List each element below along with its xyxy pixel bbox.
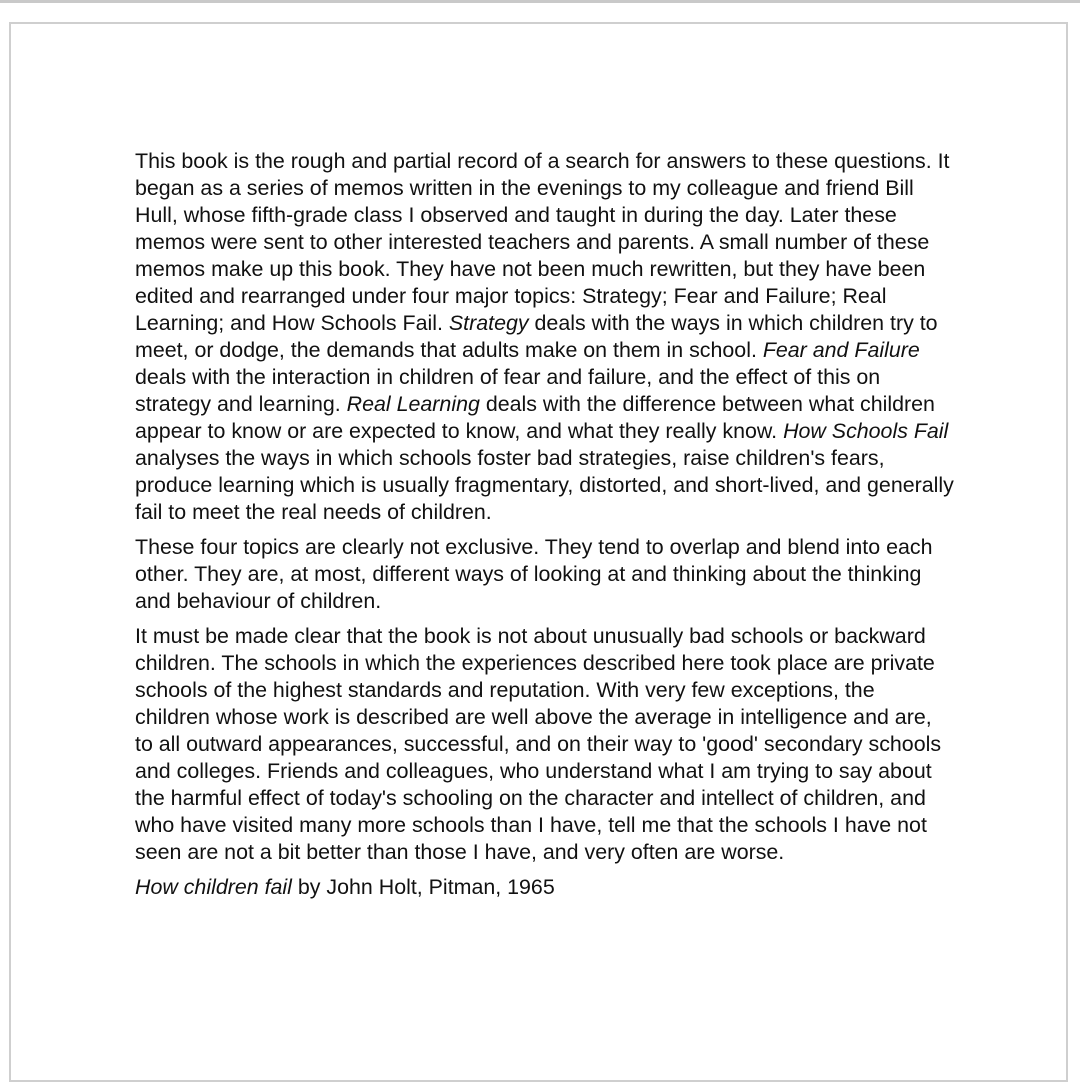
document-page	[9, 22, 1068, 1082]
paragraph-1-text-1: This book is the rough and partial record of a search for answers to these questions. It began as a series of memos written in the evenings to my colleague and friend Bill Hull, whose fifth-grade class I observed and taught in during the day. Later these memos were sent to other interested teachers and parents. A small number of these memos make up this book. They have not been much rewritten, but they have been edited and rearranged under four major topics: Strategy; Fear and Failure; Real Learning; and How Schools Fail.	[135, 149, 950, 335]
paragraph-1	[135, 148, 955, 526]
citation-title: How children fail	[135, 875, 292, 899]
top-border-line	[0, 0, 1080, 3]
topic-how-schools-fail: How Schools Fail	[783, 419, 949, 443]
topic-real-learning: Real Learning	[346, 392, 480, 416]
paragraph-1-text-3: deals with the interaction in children of fear and failure, and the effect of this on strategy and learning.	[135, 365, 881, 416]
citation	[135, 874, 955, 901]
topic-strategy: Strategy	[448, 311, 529, 335]
paragraph-3: It must be made clear that the book is not about unusually bad schools or backward children. The schools in which the experiences described here took place are private schools of the highest standards and reputation. With very few exceptions, the children whose work is described are well above the average in intelligence and are, to all outward appearances, successful, and on their way to 'good' secondary schools and colleges. Friends and colleagues, who understand what I am trying to say about the harmful effect of today's schooling on the character and intellect of children, and who have visited many more schools than I have, tell me that the schools I have not seen are not a bit better than those I have, and very often are worse.	[135, 624, 942, 864]
citation-details: by John Holt, Pitman, 1965	[291, 875, 555, 899]
paragraph-1-text-5: analyses the ways in which schools foster bad strategies, raise children's fears, produce learning which is usually fragmentary, distorted, and short-lived, and generally fail to meet the real needs of children.	[135, 446, 954, 524]
paragraph-2: These four topics are clearly not exclusive. They tend to overlap and blend into each other. They are, at most, different ways of looking at and thinking about the thinking and behaviour of children.	[135, 535, 933, 613]
paragraph-1-text-2: deals with the ways in which children try to meet, or dodge, the demands that adults make on them in school.	[135, 311, 938, 362]
paragraph-1-text-4: deals with the difference between what children appear to know or are expected to know, and what they really know.	[135, 392, 935, 443]
document-body	[135, 148, 955, 909]
topic-fear-and-failure: Fear and Failure	[762, 338, 920, 362]
